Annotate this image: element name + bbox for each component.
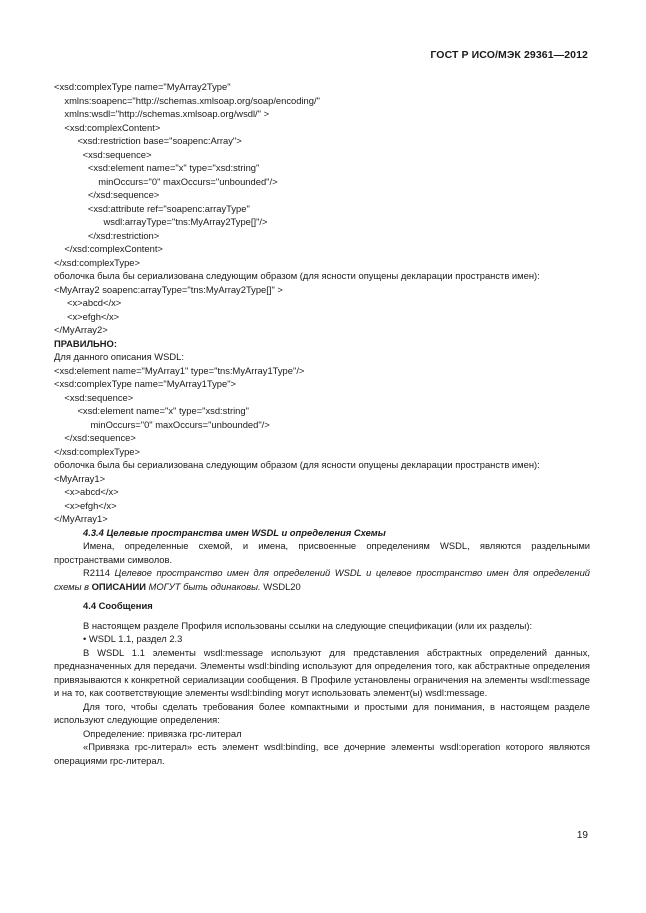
paragraph: Для того, чтобы сделать требования более компактными и простыми для понимания, в настоящем разделе используют следующие определения: xyxy=(54,700,590,725)
code-line: </xsd:complexType> xyxy=(54,256,140,268)
code-line: <x>abcd</x> xyxy=(54,486,119,497)
code-line: </xsd:sequence> xyxy=(54,189,160,200)
paragraph: В настоящем разделе Профиля использованы ссылки на следующие спецификации (или их разделы): xyxy=(83,619,533,631)
paragraph: «Привязка rpc-литерал» есть элемент wsdl:binding, все дочерние элементы wsdl:operation которого являются операциями rpc-литерал. xyxy=(54,741,590,766)
paragraph: оболочка была бы сериализована следующим образом (для ясности опущены декларации пространств имен): xyxy=(54,459,540,470)
requirement-code: R2114 xyxy=(83,567,110,578)
code-line: <xsd:complexType name="MyArray1Type"> xyxy=(54,378,236,389)
code-line: wsdl:arrayType="tns:MyArray2Type[]"/> xyxy=(54,216,268,227)
requirement-r2114 xyxy=(54,566,590,593)
code-line: <xsd:attribute ref="soapenc:arrayType" xyxy=(54,202,250,214)
code-block-myarray1-instance xyxy=(54,472,590,526)
paragraph: Имена, определенные схемой, и имена, присвоенные определениям WSDL, являются раздельными пространствами символов. xyxy=(54,540,590,565)
requirement-keyword: ОПИСАНИИ xyxy=(91,580,146,592)
page-content xyxy=(54,80,590,767)
code-line: <x>efgh</x> xyxy=(54,499,117,511)
code-line: </xsd:complexContent> xyxy=(54,243,163,254)
list-item: • WSDL 1.1, раздел 2.3 xyxy=(83,633,183,644)
code-line: </xsd:sequence> xyxy=(54,432,136,443)
code-line: <xsd:element name="MyArray1" type="tns:MyArray1Type"/> xyxy=(54,364,305,376)
code-line: <xsd:element name="x" type="xsd:string" xyxy=(54,405,249,416)
code-line: <xsd:sequence> xyxy=(54,148,152,160)
code-block-myarray2type xyxy=(54,80,590,269)
document-header: ГОСТ Р ИСО/МЭК 29361—2012 xyxy=(430,49,588,61)
requirement-tag: WSDL20 xyxy=(263,580,301,592)
section-heading-434: 4.3.4 Целевые пространства имен WSDL и определения Схемы xyxy=(83,526,386,538)
section-heading-44: 4.4 Сообщения xyxy=(83,600,153,611)
code-line: </xsd:complexType> xyxy=(54,445,140,457)
code-block-myarray1type xyxy=(54,364,590,459)
paragraph: Для данного описания WSDL: xyxy=(54,351,184,362)
paragraph: В WSDL 1.1 элементы wsdl:message используют для представления абстрактных определений данных, предназначенных для передачи. Элементы wsdl:binding используют для определения того, как абстрактные определения привязываются к конкретной сериализации сообщения. В Профиле установлены ограничения на элементы wsdl:message и на то, как соответствующие элементы wsdl:binding могут использовать элемент(ы) wsdl:message. xyxy=(54,646,590,698)
page-number: 19 xyxy=(576,830,588,841)
code-line: <xsd:restriction base="soapenc:Array"> xyxy=(54,135,242,146)
requirement-text: МОГУТ быть одинаковы. xyxy=(148,580,261,592)
code-line: <MyArray1> xyxy=(54,472,106,484)
code-line: minOccurs="0" maxOccurs="unbounded"/> xyxy=(54,418,270,430)
code-line: </MyArray2> xyxy=(54,324,108,335)
code-line: <xsd:sequence> xyxy=(54,391,134,403)
paragraph: оболочка была бы сериализована следующим образом (для ясности опущены декларации пространств имен): xyxy=(54,270,540,281)
code-block-myarray2-instance xyxy=(54,283,590,337)
code-line: </MyArray1> xyxy=(54,513,108,524)
code-line: <x>abcd</x> xyxy=(54,297,122,308)
code-line: xmlns:soapenc="http://schemas.xmlsoap.org/soap/encoding/" xyxy=(54,94,320,106)
code-line: <xsd:complexType name="MyArray2Type" xyxy=(54,81,231,92)
correct-label: ПРАВИЛЬНО: xyxy=(54,337,117,349)
definition-title: Определение: привязка rpc-литерал xyxy=(83,727,242,739)
code-line: <MyArray2 soapenc:arrayType="tns:MyArray2Type[]" > xyxy=(54,283,283,295)
requirement-text: Целевое пространство имен для определений WSDL и целевое пространство имен для определений схемы в xyxy=(54,567,591,592)
code-line: <xsd:element name="x" type="xsd:string" xyxy=(54,162,260,173)
code-line: xmlns:wsdl="http://schemas.xmlsoap.org/wsdl/" > xyxy=(54,108,270,119)
code-line: </xsd:restriction> xyxy=(54,229,160,241)
code-line: minOccurs="0" maxOccurs="unbounded"/> xyxy=(54,175,278,187)
code-line: <x>efgh</x> xyxy=(54,310,120,322)
code-line: <xsd:complexContent> xyxy=(54,121,161,133)
